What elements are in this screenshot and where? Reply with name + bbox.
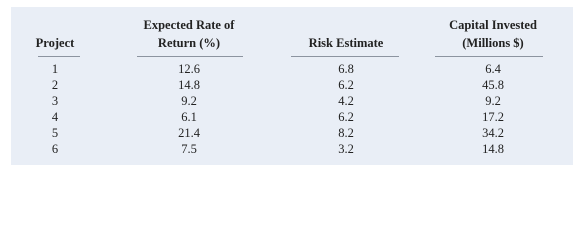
header-return-line2: Return (%) xyxy=(157,36,221,50)
data-table xyxy=(11,7,573,165)
header-rule-risk xyxy=(291,56,399,57)
cell-project: 2 xyxy=(51,78,59,92)
cell-project: 3 xyxy=(51,94,59,108)
cell-risk: 8.2 xyxy=(338,126,354,140)
header-capital-line1: Capital Invested xyxy=(449,18,537,32)
cell-capital: 6.4 xyxy=(485,62,501,76)
cell-capital: 45.8 xyxy=(482,78,504,92)
cell-risk: 4.2 xyxy=(338,94,354,108)
cell-risk: 6.2 xyxy=(338,110,354,124)
cell-risk: 6.2 xyxy=(338,78,354,92)
cell-return: 6.1 xyxy=(181,110,197,124)
cell-capital: 14.8 xyxy=(482,142,504,156)
cell-risk: 3.2 xyxy=(338,142,354,156)
header-return-line1: Expected Rate of xyxy=(143,18,235,32)
header-risk: Risk Estimate xyxy=(308,36,384,50)
cell-return: 21.4 xyxy=(178,126,200,140)
cell-return: 14.8 xyxy=(178,78,200,92)
header-rule-project xyxy=(38,56,80,57)
cell-return: 7.5 xyxy=(181,142,197,156)
cell-project: 1 xyxy=(51,62,59,76)
header-capital-line2: (Millions $) xyxy=(462,36,524,50)
cell-project: 4 xyxy=(51,110,59,124)
cell-risk: 6.8 xyxy=(338,62,354,76)
cell-capital: 34.2 xyxy=(482,126,504,140)
header-rule-capital xyxy=(435,56,543,57)
cell-capital: 9.2 xyxy=(485,94,501,108)
cell-capital: 17.2 xyxy=(482,110,504,124)
header-project: Project xyxy=(35,36,75,50)
cell-project: 5 xyxy=(51,126,59,140)
cell-project: 6 xyxy=(51,142,59,156)
cell-return: 12.6 xyxy=(178,62,200,76)
header-rule-return xyxy=(137,56,243,57)
cell-return: 9.2 xyxy=(181,94,197,108)
